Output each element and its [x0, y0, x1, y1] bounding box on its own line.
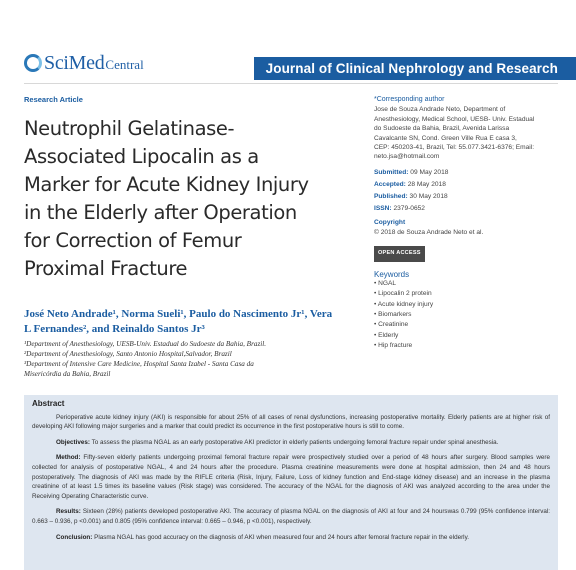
corresponding-email[interactable]: neto.jsa@hotmail.com	[374, 153, 440, 161]
corresponding-line: Cavalcante SN, Cond. Green Ville Rua E casa 3,	[374, 134, 517, 142]
open-access-badge: OPEN ACCESS	[374, 246, 425, 261]
affiliation-line: Misericórdia da Bahia, Brazil	[24, 370, 111, 378]
abstract-conclusion	[32, 533, 550, 543]
title-line: in the Elderly after Operation	[24, 201, 297, 224]
conclusion-label: Conclusion:	[56, 533, 93, 541]
accepted-value: 28 May 2018	[407, 180, 446, 188]
copyright-text: © 2018 de Souza Andrade Neto et al.	[374, 228, 484, 236]
corresponding-line: do Sudoeste da Bahia, Brazil, Avenida Larissa	[374, 125, 510, 133]
conclusion-text: Plasma NGAL has good accuracy on the diagnosis of AKI when measured four and 24 hours after femoral fracture repair in the elderly.	[92, 533, 470, 541]
page-header	[0, 0, 576, 80]
keyword-list	[374, 279, 564, 351]
abstract-box	[24, 395, 558, 570]
keyword-item: • Biomarkers	[374, 310, 412, 318]
logo-suffix-text: Central	[105, 57, 144, 72]
affiliation-line: ²Department of Anesthesiology, Santo Antonio Hospital,Salvador, Brazil	[24, 350, 232, 358]
title-line: Proximal Fracture	[24, 257, 188, 280]
corresponding-line: Jose de Souza Andrade Neto, Department of	[374, 106, 506, 114]
affiliation-line: ³Department of Intensive Care Medicine, Hospital Santa Izabel - Santa Casa da	[24, 360, 254, 368]
author-line: José Neto Andrade¹, Norma Sueli¹, Paulo do Nascimento Jr¹, Vera	[24, 308, 333, 320]
copyright-heading: Copyright	[374, 218, 406, 226]
scimedcentral-logo[interactable]	[24, 50, 144, 76]
article-type: Research Article	[24, 95, 83, 104]
accepted-date	[374, 179, 564, 191]
corresponding-line: CEP: 450203-41, Brazil, Tel: 55.077.3421-6376; Email:	[374, 144, 535, 152]
method-text: Fifty-seven elderly patients undergoing proximal femoral fracture repair were prospectively studied over a period of 48 hours after surgery. Blood samples were collected for analysis of postoperative NGAL, 4 and 24 hours after the procedure. Plasma creatinine measurements were done at hospital admission, then 24 and 48 hours postoperatively. The diagnosis of AKI was made by the RIFLE criteria (Risk, Injury, Failure, Loss of kidney function and End-stage kidney disease) and an increase in the plasma creatinine of at least 1.5 times its baseline values (Risk stage) was considered. The accuracy of the NGAL for the diagnosis of AKI was analyzed according to the area under the Receiving Operating Characteristic curve.	[32, 454, 550, 500]
keyword-item: • Lipocalin 2 protein	[374, 290, 432, 298]
abstract-objectives	[32, 438, 550, 448]
published-value: 30 May 2018	[409, 192, 448, 200]
issn-value: 2379-0652	[393, 204, 425, 212]
submitted-date	[374, 167, 564, 179]
affiliation-line: ¹Department of Anesthesiology, UESB-Univ. Estadual do Sudoeste da Bahia, Brazil.	[24, 340, 267, 348]
objectives-text: To assess the plasma NGAL as an early postoperative AKI predictor in elderly patients undergoing femoral fracture repair under spinal anesthesia.	[89, 438, 499, 446]
accepted-label: Accepted:	[374, 180, 406, 188]
corresponding-author-heading: *Corresponding author	[374, 96, 445, 103]
abstract-method	[32, 453, 550, 501]
corresponding-author-details	[374, 105, 564, 161]
keyword-item: • Elderly	[374, 331, 399, 339]
issn-label: ISSN:	[374, 204, 392, 212]
affiliations	[24, 339, 354, 379]
objectives-label: Objectives:	[56, 438, 90, 446]
results-label: Results:	[56, 508, 81, 516]
keyword-item: • Hip fracture	[374, 341, 413, 349]
abstract-intro: Perioperative acute kidney injury (AKI) is responsible for about 25% of all cases of renal dysfunctions, increasing postoperative mortality. Elderly patients are at higher risk of developing AKI following major surgeries and a marker that could predict its occurrence in the first postoperative hours is still to come.	[32, 413, 550, 431]
abstract-heading: Abstract	[32, 399, 65, 408]
published-label: Published:	[374, 192, 408, 200]
published-date	[374, 191, 564, 203]
journal-banner	[254, 57, 576, 80]
keyword-item: • Creatinine	[374, 321, 409, 329]
logo-ring-icon	[24, 54, 42, 72]
header-divider	[24, 83, 558, 84]
article-title	[24, 115, 354, 283]
method-label: Method:	[56, 454, 81, 462]
journal-name: Journal of Clinical Nephrology and Research	[265, 61, 558, 76]
title-line: for Correction of Femur	[24, 229, 242, 252]
keywords-heading: Keywords	[374, 269, 410, 279]
submitted-label: Submitted:	[374, 168, 409, 176]
submitted-value: 09 May 2018	[410, 168, 449, 176]
publication-dates	[374, 167, 564, 215]
title-line: Neutrophil Gelatinase-	[24, 117, 235, 140]
issn	[374, 203, 564, 215]
author-list	[24, 307, 354, 337]
article-sidebar	[374, 95, 564, 351]
keyword-item: • NGAL	[374, 280, 397, 288]
corresponding-line: Anesthesiology, Medical School, UESB- Univ. Estadual	[374, 115, 535, 123]
abstract-results	[32, 507, 550, 526]
author-line: L Fernandes², and Reinaldo Santos Jr³	[24, 323, 205, 335]
title-line: Marker for Acute Kidney Injury	[24, 173, 309, 196]
keyword-item: • Acute kidney injury	[374, 300, 434, 308]
results-text: Sixteen (28%) patients developed postoperative AKI. The accuracy of plasma NGAL on the diagnosis of AKI at four and 24 hourswas 0.799 (95% confidence interval: 0.663 – 0.936, p <0.001) and 0.805 (95% confidence interval: 0.665 – 0.946, p <0.001), respectively.	[32, 508, 550, 525]
title-line: Associated Lipocalin as a	[24, 145, 259, 168]
logo-main-text: SciMed	[44, 51, 105, 74]
